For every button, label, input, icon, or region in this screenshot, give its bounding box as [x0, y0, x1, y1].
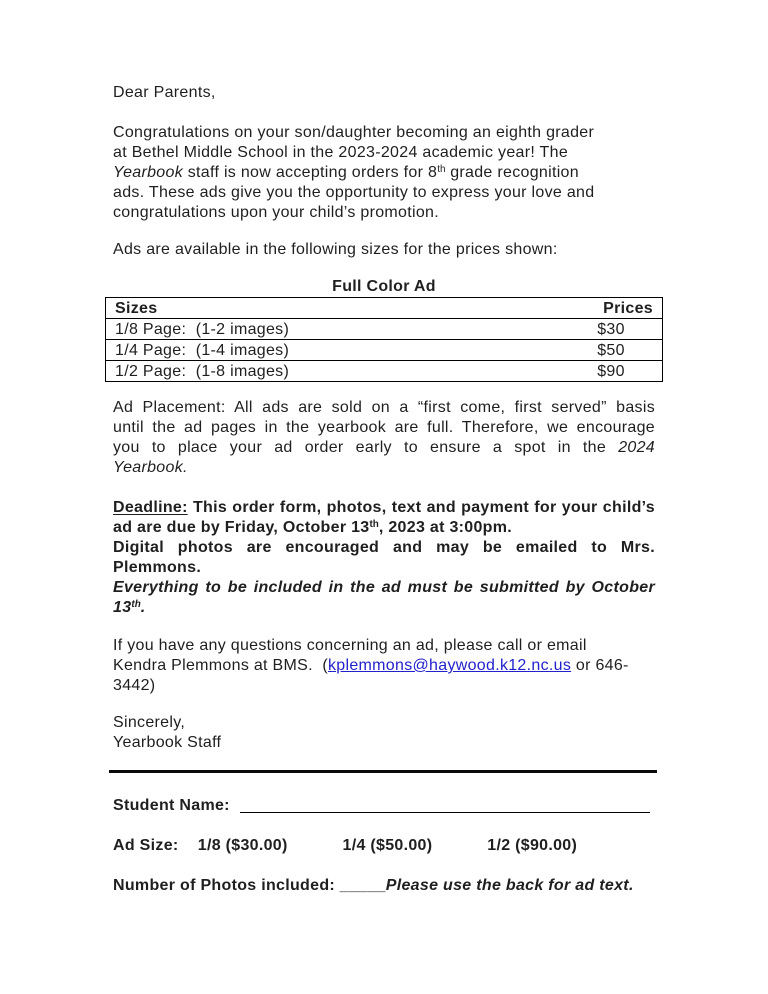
deadline-label: Deadline:	[113, 499, 188, 516]
salutation: Dear Parents,	[113, 84, 216, 101]
superscript-th: th	[131, 599, 141, 610]
superscript-th: th	[437, 164, 446, 175]
ad-size-option-eighth: 1/8 ($30.00)	[197, 837, 288, 854]
paragraph-line: ad are due by Friday, October 13th, 2023 at 3:00pm.	[113, 519, 513, 536]
photos-blank-line: _____	[339, 877, 386, 894]
student-name-blank-line	[240, 811, 650, 813]
paragraph-line: Congratulations on your son/daughter becoming an eighth grader	[113, 124, 595, 141]
signature: Yearbook Staff	[113, 734, 222, 751]
email-link[interactable]: kplemmons@haywood.k12.nc.us	[328, 657, 572, 674]
paragraph-line: Ad Placement: All ads are sold on a “first come, first served” basis	[113, 399, 655, 416]
contact-paragraph	[113, 636, 655, 696]
paragraph-line: Kendra Plemmons at BMS. (kplemmons@haywood.k12.nc.us or 646-	[113, 657, 629, 674]
student-name-row	[113, 796, 655, 816]
paragraph-line: congratulations upon your child’s promotion.	[113, 204, 439, 221]
deadline-paragraph	[113, 498, 655, 618]
ad-table-title: Full Color Ad	[332, 278, 436, 295]
table-header-sizes: Sizes	[106, 298, 561, 319]
yearbook-italic: Yearbook	[113, 164, 184, 181]
ad-price-table	[105, 297, 663, 382]
size-cell: 1/8 Page: (1-2 images)	[106, 319, 561, 340]
ad-size-row	[113, 836, 655, 856]
paragraph-line: Plemmons.	[113, 559, 202, 576]
paragraph-line: until the ad pages in the yearbook are full. Therefore, we encourage	[113, 419, 655, 436]
paragraph-line: Everything to be included in the ad must be submitted by October	[113, 579, 655, 596]
paragraph-line: at Bethel Middle School in the 2023-2024 academic year! The	[113, 144, 569, 161]
photos-note: Please use the back for ad text.	[385, 877, 634, 894]
paragraph-line: Yearbook.	[113, 459, 188, 476]
price-cell: $90	[560, 361, 663, 382]
intro-paragraph	[113, 123, 655, 223]
sizes-intro: Ads are available in the following sizes for the prices shown:	[113, 241, 558, 258]
closing-block	[113, 713, 655, 753]
yearbook-2024-italic: 2024	[618, 439, 655, 456]
size-cell: 1/2 Page: (1-8 images)	[106, 361, 561, 382]
ad-size-option-half: 1/2 ($90.00)	[487, 837, 578, 854]
superscript-th: th	[369, 519, 379, 530]
paragraph-line: 13th.	[113, 599, 146, 616]
table-row	[106, 340, 663, 361]
price-cell: $50	[560, 340, 663, 361]
student-name-label: Student Name:	[113, 797, 230, 814]
closing-sincerely: Sincerely,	[113, 714, 186, 731]
paragraph-line: If you have any questions concerning an ad, please call or email	[113, 637, 587, 654]
paragraph-line: you to place your ad order early to ensure a spot in the 2024	[113, 439, 655, 456]
table-row	[106, 361, 663, 382]
table-row	[106, 319, 663, 340]
paragraph-line: Yearbook staff is now accepting orders for 8th grade recognition	[113, 164, 579, 181]
ad-size-option-quarter: 1/4 ($50.00)	[342, 837, 433, 854]
photos-label: Number of Photos included:	[113, 877, 340, 894]
price-cell: $30	[560, 319, 663, 340]
table-header-row	[106, 298, 663, 319]
paragraph-line: Digital photos are encouraged and may be emailed to Mrs.	[113, 539, 655, 556]
table-header-prices: Prices	[560, 298, 663, 319]
photos-row	[113, 876, 655, 896]
size-cell: 1/4 Page: (1-4 images)	[106, 340, 561, 361]
placement-paragraph	[113, 398, 655, 478]
section-divider	[109, 770, 657, 773]
paragraph-line: Deadline: This order form, photos, text and payment for your child’s	[113, 499, 655, 516]
paragraph-line: ads. These ads give you the opportunity to express your love and	[113, 184, 595, 201]
paragraph-line: 3442)	[113, 677, 156, 694]
ad-size-label: Ad Size:	[113, 837, 179, 854]
